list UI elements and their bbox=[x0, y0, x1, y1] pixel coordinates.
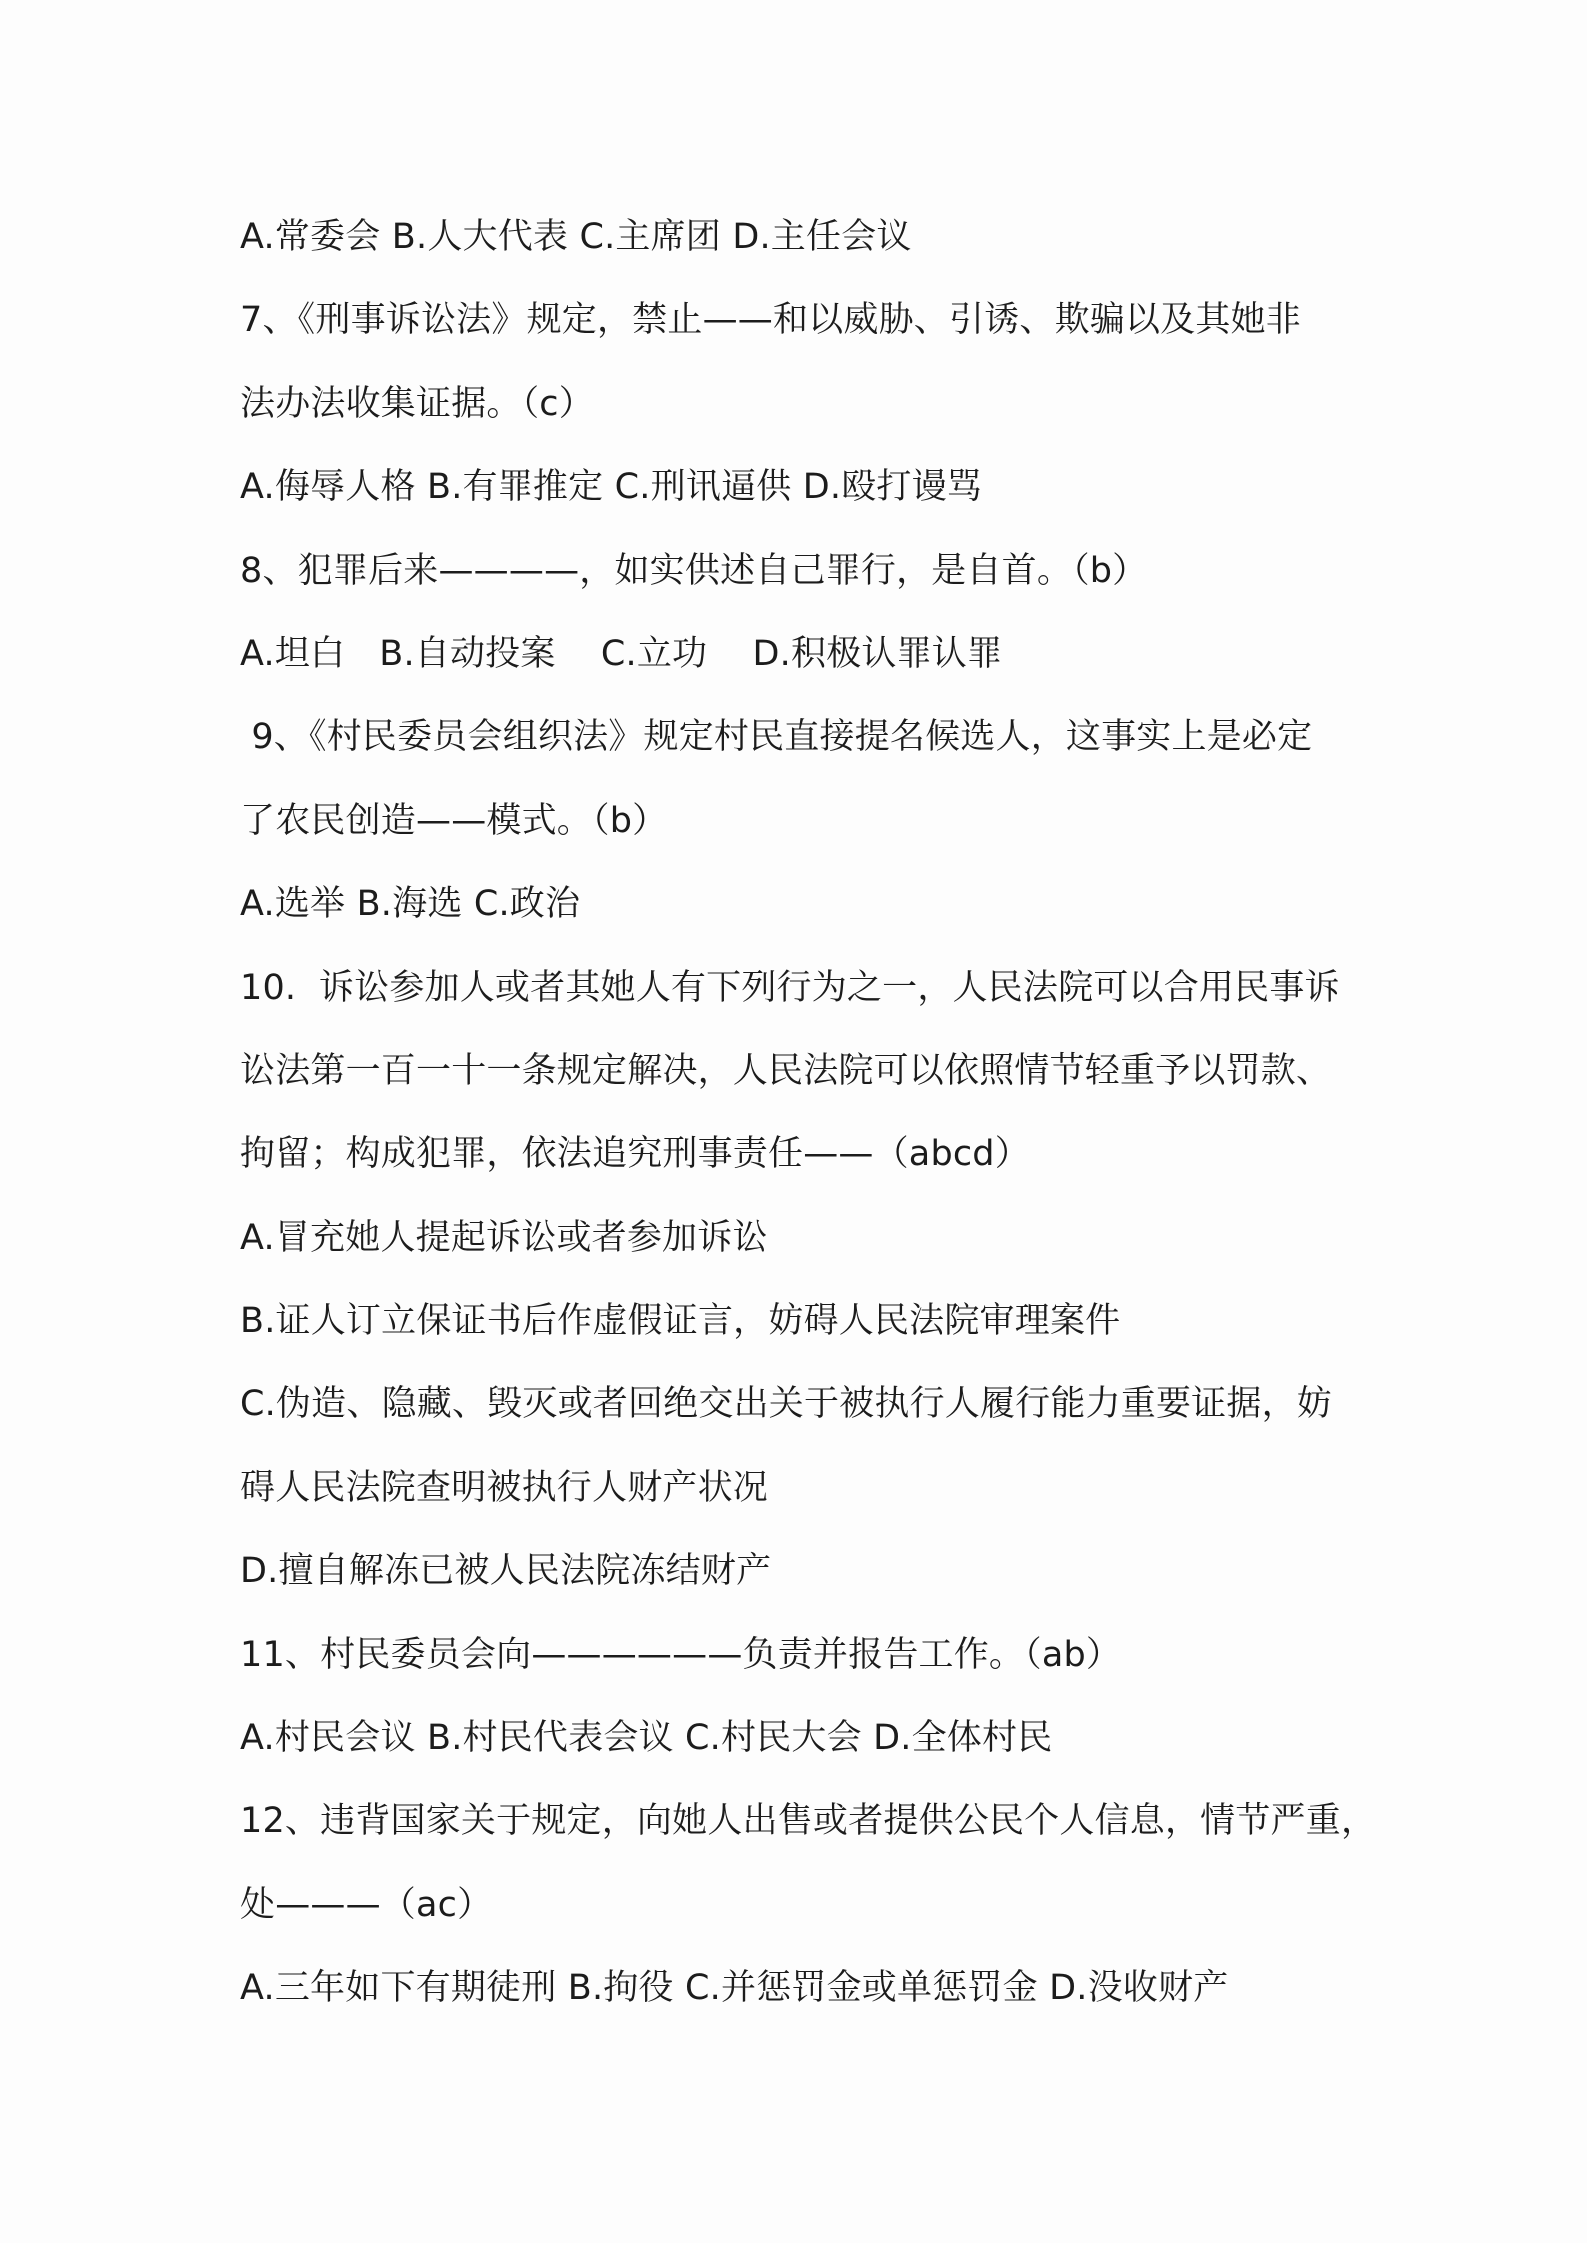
q10-option-a: A.冒充她人提起诉讼或者参加诉讼 bbox=[240, 1217, 768, 1258]
q10-option-c-cont: 碍人民法院查明被执行人财产状况 bbox=[240, 1467, 769, 1508]
q11-question: 11、村民委员会向——————负责并报告工作。（ab） bbox=[240, 1634, 1122, 1675]
q10-question-cont: 拘留；构成犯罪，依法追究刑事责任——（abcd） bbox=[240, 1134, 1030, 1175]
q6-options: A.常委会 B.人大代表 C.主席团 D.主任会议 bbox=[240, 217, 912, 257]
q8-question: 8、犯罪后来————，如实供述自己罪行，是自首。（b） bbox=[240, 550, 1148, 591]
q10-question-cont: 讼法第一百一十一条规定解决，人民法院可以依照情节轻重予以罚款、 bbox=[240, 1050, 1332, 1091]
q7-question: 7、《刑事诉讼法》规定，禁止——和以威胁、引诱、欺骗以及其她非 bbox=[240, 300, 1301, 341]
q8-options: A.坦白 B.自动投案 C.立功 D.积极认罪认罪 bbox=[240, 633, 1003, 674]
q9-question: 9、《村民委员会组织法》规定村民直接提名候选人，这事实上是必定 bbox=[240, 717, 1313, 758]
q10-option-b: B.证人订立保证书后作虚假证言，妨碍人民法院审理案件 bbox=[240, 1301, 1121, 1342]
q12-options: A.三年如下有期徒刑 B.拘役 C.并惩罚金或单惩罚金 D.没收财产 bbox=[240, 1968, 1229, 2009]
q7-options: A.侮辱人格 B.有罪推定 C.刑讯逼供 D.殴打谩骂 bbox=[240, 467, 983, 508]
q12-question: 12、违背国家关于规定，向她人出售或者提供公民个人信息，情节严重， bbox=[240, 1801, 1377, 1842]
q10-option-d: D.擅自解冻已被人民法院冻结财产 bbox=[240, 1551, 772, 1592]
q12-question-cont: 处———（ac） bbox=[240, 1884, 493, 1925]
q10-option-c: C.伪造、隐藏、毁灭或者回绝交出关于被执行人履行能力重要证据，妨 bbox=[240, 1384, 1332, 1425]
q9-question-cont: 了农民创造——模式。（b） bbox=[240, 800, 668, 841]
document-body bbox=[240, 196, 1377, 2031]
q11-options: A.村民会议 B.村民代表会议 C.村民大会 D.全体村民 bbox=[240, 1718, 1053, 1759]
q9-options: A.选举 B.海选 C.政治 bbox=[240, 884, 581, 925]
q10-question: 10. 诉讼参加人或者其她人有下列行为之一，人民法院可以合用民事诉 bbox=[240, 967, 1340, 1008]
q7-question-cont: 法办法收集证据。（c） bbox=[240, 383, 594, 424]
